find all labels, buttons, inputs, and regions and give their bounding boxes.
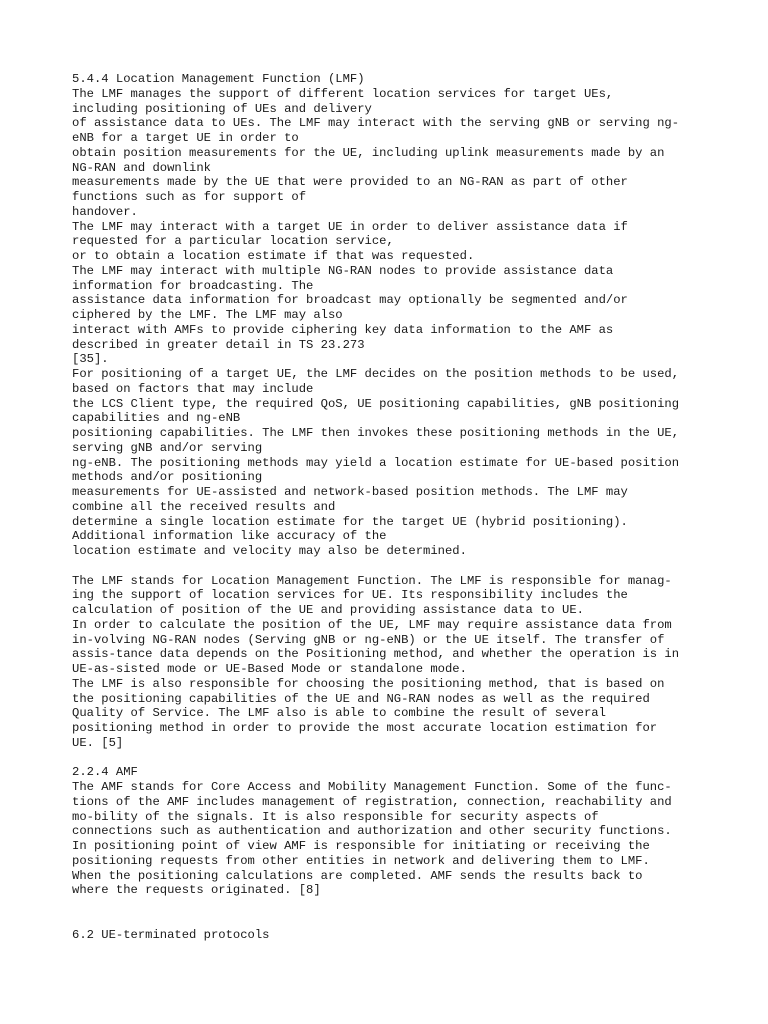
text-line: the positioning capabilities of the UE and NG-RAN nodes as well as the required [72,691,650,706]
text-line: Additional information like accuracy of the [72,529,387,544]
paragraph-block [72,574,722,751]
section-amf [72,765,722,898]
text-line: the LCS Client type, the required QoS, UE positioning capabilities, gNB positioning [72,396,680,411]
text-line: combine all the received results and [72,499,336,514]
text-line: When the positioning calculations are completed. AMF sends the results back to [72,868,643,883]
text-line: assistance data information for broadcast may optionally be segmented and/or [72,293,628,308]
text-line: ciphered by the LMF. The LMF may also [72,308,343,322]
text-line: assis-tance data depends on the Positioning method, and whether the operation is in [72,647,680,662]
text-line: The LMF manages the support of different location services for target UEs, [72,86,614,101]
section-lmf-summary [72,574,722,751]
text-line: For positioning of a target UE, the LMF decides on the position methods to be used, [72,367,680,381]
text-line: or to obtain a location estimate if that was requested. [72,249,475,263]
text-line: mo-bility of the signals. It is also responsible for security aspects of [72,809,599,824]
text-line: In positioning point of view AMF is responsible for initiating or receiving the [72,839,650,853]
text-line: of assistance data to UEs. The LMF may interact with the serving gNB or serving ng- [72,116,680,131]
text-line: capabilities and ng-eNB [72,411,241,426]
section-heading: 6.2 UE-terminated protocols [72,927,270,942]
text-line: measurements for UE-assisted and network-based position methods. The LMF may [72,485,628,499]
paragraph-block [72,87,722,559]
text-line: methods and/or positioning [72,470,263,485]
text-line: UE-as-sisted mode or UE-Based Mode or standalone mode. [72,662,467,676]
text-line: interact with AMFs to provide ciphering key data information to the AMF as [72,322,614,337]
text-line: eNB for a target UE in order to [72,131,299,145]
text-line: serving gNB and/or serving [72,440,263,455]
paragraph-block [72,780,722,898]
document-page [72,72,722,942]
text-line: The AMF stands for Core Access and Mobility Management Function. Some of the func- [72,780,672,794]
text-line: The LMF is also responsible for choosing the positioning method, that is based on [72,676,665,691]
text-line: described in greater detail in TS 23.273 [72,337,365,352]
text-line: requested for a particular location service, [72,234,394,249]
text-line: handover. [72,204,138,219]
text-line: The LMF may interact with multiple NG-RAN nodes to provide assistance data [72,263,614,278]
text-line: UE. [5] [72,735,124,750]
text-line: tions of the AMF includes management of registration, connection, reachability and [72,794,672,809]
text-line: positioning requests from other entities in network and delivering them to LMF. [72,853,650,868]
text-line: location estimate and velocity may also be determined. [72,544,467,558]
text-line: ing the support of location services for UE. Its responsibility includes the [72,588,628,603]
text-line: calculation of position of the UE and providing assistance data to UE. [72,603,584,617]
text-line: NG-RAN and downlink [72,160,211,175]
text-line: where the requests originated. [8] [72,883,321,898]
text-line: Quality of Service. The LMF also is able to combine the result of several [72,706,606,721]
text-line: In order to calculate the position of the UE, LMF may require assistance data from [72,617,672,632]
text-line: measurements made by the UE that were provided to an NG-RAN as part of other [72,175,628,190]
text-line: positioning method in order to provide the most accurate location estimation for [72,721,658,735]
text-line: information for broadcasting. The [72,278,314,293]
text-line: functions such as for support of [72,190,307,204]
text-line: obtain position measurements for the UE, including uplink measurements made by an [72,145,665,160]
text-line: based on factors that may include [72,381,314,396]
text-line: positioning capabilities. The LMF then invokes these positioning methods in the UE, [72,426,680,440]
text-line: The LMF stands for Location Management Function. The LMF is responsible for manag- [72,573,672,588]
section-heading: 2.2.4 AMF [72,765,138,780]
text-line: determine a single location estimate for the target UE (hybrid positioning). [72,514,628,529]
section-ue-protocols [72,928,722,943]
text-line: [35]. [72,352,109,367]
section-heading: 5.4.4 Location Management Function (LMF) [72,72,365,86]
text-line: The LMF may interact with a target UE in order to deliver assistance data if [72,219,628,234]
text-line: including positioning of UEs and delivery [72,101,372,116]
text-line: ng-eNB. The positioning methods may yield a location estimate for UE-based position [72,455,680,470]
section-lmf-intro [72,72,722,559]
text-line: connections such as authentication and authorization and other security functions. [72,824,672,839]
text-line: in-volving NG-RAN nodes (Serving gNB or ng-eNB) or the UE itself. The transfer of [72,632,665,647]
